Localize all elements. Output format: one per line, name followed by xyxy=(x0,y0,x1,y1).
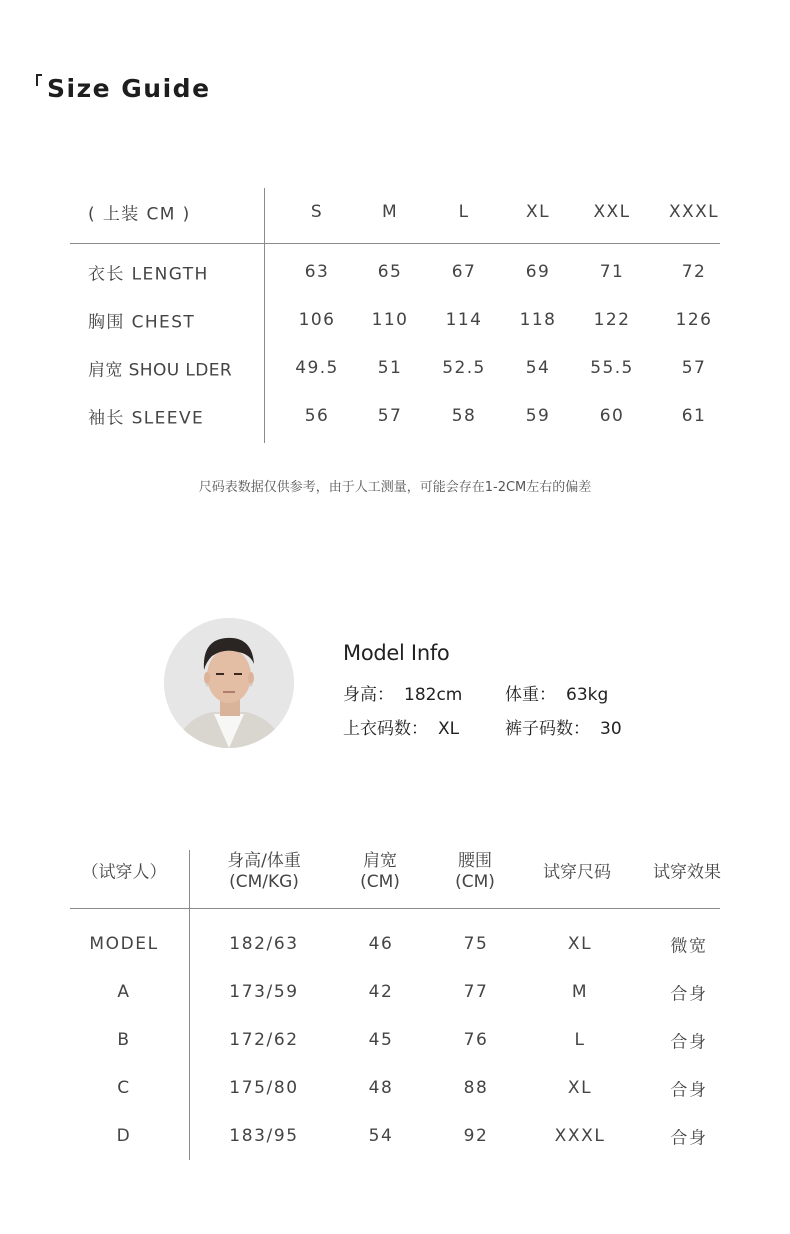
size-cell: 61 xyxy=(681,406,707,426)
fit-cell: 45 xyxy=(368,1030,394,1050)
model-height xyxy=(343,680,462,705)
fit-cell: 46 xyxy=(368,934,394,954)
size-cell: 122 xyxy=(593,310,631,330)
fit-cell: 173/59 xyxy=(229,982,299,1002)
size-cell: 65 xyxy=(377,262,403,282)
fit-cell: 合身 xyxy=(670,1032,708,1053)
size-table-vertical-divider xyxy=(264,188,265,443)
fit-cell-tester: B xyxy=(117,1030,131,1050)
fit-cell: 合身 xyxy=(670,1128,708,1149)
model-pants-size-label: 裤子码数： xyxy=(505,719,590,739)
fit-cell: 微宽 xyxy=(670,936,708,957)
size-cell: 106 xyxy=(298,310,336,330)
size-cell: 72 xyxy=(681,262,707,282)
size-cell: 63 xyxy=(304,262,330,282)
model-top-size-value: XL xyxy=(438,719,460,739)
fit-cell: 92 xyxy=(463,1126,489,1146)
fit-header-waist-line2: (CM) xyxy=(455,872,495,892)
fit-cell: M xyxy=(571,982,589,1002)
fit-table-vertical-divider xyxy=(189,850,190,1160)
fit-cell: XXXL xyxy=(554,1126,606,1146)
size-header-l: L xyxy=(458,202,470,222)
size-table-corner-label: ( 上装 CM ) xyxy=(88,204,191,225)
fit-cell-tester: A xyxy=(117,982,131,1002)
title-bracket-decoration xyxy=(36,74,42,86)
size-cell: 59 xyxy=(525,406,551,426)
fit-header-shoulder-line2: (CM) xyxy=(360,872,400,892)
fit-header-tried-size: 试穿尺码 xyxy=(543,862,611,883)
fit-cell: 合身 xyxy=(670,984,708,1005)
model-height-label: 身高： xyxy=(343,685,394,705)
fit-header-shoulder xyxy=(360,851,400,893)
fit-cell: 77 xyxy=(463,982,489,1002)
fit-cell: 183/95 xyxy=(229,1126,299,1146)
fit-cell: 172/62 xyxy=(229,1030,299,1050)
size-cell: 110 xyxy=(371,310,409,330)
model-pants-size-value: 30 xyxy=(600,719,622,739)
size-row-label-length: 衣长 LENGTH xyxy=(88,264,209,285)
size-cell: 58 xyxy=(451,406,477,426)
size-cell: 60 xyxy=(599,406,625,426)
fit-cell: 182/63 xyxy=(229,934,299,954)
fit-cell: 175/80 xyxy=(229,1078,299,1098)
size-cell: 114 xyxy=(445,310,483,330)
size-cell: 118 xyxy=(519,310,557,330)
fit-cell: XL xyxy=(567,934,593,954)
fit-cell: XL xyxy=(567,1078,593,1098)
model-info-title: Model Info xyxy=(343,641,450,665)
size-header-xxxl: XXXL xyxy=(668,202,720,222)
model-avatar xyxy=(164,618,294,748)
fit-cell: 合身 xyxy=(670,1080,708,1101)
size-row-label-chest: 胸围 CHEST xyxy=(88,312,196,333)
measurement-disclaimer: 尺码表数据仅供参考，由于人工测量，可能会存在1-2CM左右的偏差 xyxy=(198,480,592,495)
page-title: Size Guide xyxy=(47,74,211,103)
size-header-m: M xyxy=(381,202,399,222)
size-cell: 52.5 xyxy=(442,358,486,378)
size-header-xxl: XXL xyxy=(593,202,631,222)
model-height-value: 182cm xyxy=(404,685,463,705)
fit-header-tester: （试穿人） xyxy=(81,862,167,883)
size-cell: 69 xyxy=(525,262,551,282)
size-cell: 57 xyxy=(377,406,403,426)
fit-cell: L xyxy=(574,1030,586,1050)
fit-cell-tester: MODEL xyxy=(89,934,159,954)
fit-cell: 75 xyxy=(463,934,489,954)
fit-header-height-weight xyxy=(227,851,301,893)
size-cell: 49.5 xyxy=(295,358,339,378)
fit-header-height-weight-line1: 身高/体重 xyxy=(227,851,301,871)
size-table-header-divider xyxy=(70,243,720,244)
fit-cell-tester: C xyxy=(117,1078,131,1098)
size-cell: 51 xyxy=(377,358,403,378)
size-row-label-shoulder: 肩宽 SHOU LDER xyxy=(88,360,233,381)
size-cell: 54 xyxy=(525,358,551,378)
size-cell: 55.5 xyxy=(590,358,634,378)
model-top-size-label: 上衣码数： xyxy=(343,719,428,739)
fit-cell: 88 xyxy=(463,1078,489,1098)
model-weight xyxy=(505,680,608,705)
fit-cell-tester: D xyxy=(116,1126,132,1146)
size-cell: 67 xyxy=(451,262,477,282)
model-top-size xyxy=(343,714,459,739)
fit-header-waist xyxy=(455,851,495,893)
fit-cell: 42 xyxy=(368,982,394,1002)
fit-cell: 54 xyxy=(368,1126,394,1146)
size-cell: 126 xyxy=(675,310,713,330)
size-row-label-sleeve: 袖长 SLEEVE xyxy=(88,408,205,429)
size-cell: 57 xyxy=(681,358,707,378)
fit-cell: 76 xyxy=(463,1030,489,1050)
size-cell: 71 xyxy=(599,262,625,282)
fit-cell: 48 xyxy=(368,1078,394,1098)
fit-header-height-weight-line2: (CM/KG) xyxy=(229,872,299,892)
model-weight-label: 体重： xyxy=(505,685,556,705)
model-pants-size xyxy=(505,714,622,739)
fit-header-fit-effect: 试穿效果 xyxy=(653,862,721,883)
fit-header-waist-line1: 腰围 xyxy=(458,851,492,871)
fit-table-header-divider xyxy=(70,908,720,909)
size-cell: 56 xyxy=(304,406,330,426)
size-header-xl: XL xyxy=(526,202,550,222)
size-header-s: S xyxy=(310,202,324,222)
model-weight-value: 63kg xyxy=(566,685,609,705)
model-portrait-illustration xyxy=(164,618,294,748)
fit-header-shoulder-line1: 肩宽 xyxy=(363,851,397,871)
